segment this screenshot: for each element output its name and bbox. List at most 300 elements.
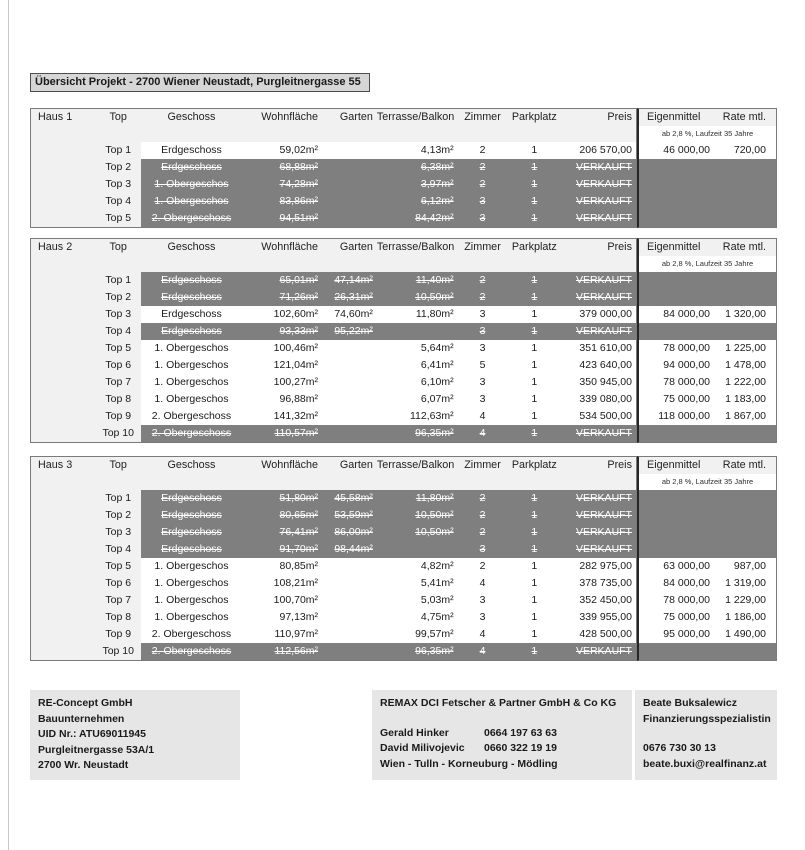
cell-geschoss: 2. Obergeschoss: [141, 210, 243, 227]
table-row: [31, 541, 636, 558]
spacer: [31, 474, 636, 490]
cell-eigenmittel: [639, 643, 712, 660]
cell-terrasse: 3,97m²: [377, 176, 458, 193]
row-spacer: [31, 408, 96, 425]
broker-contact-phone: 0660 322 19 19: [484, 742, 557, 755]
cell-terrasse: 84,42m²: [377, 210, 458, 227]
table-row: [31, 306, 636, 323]
cell-zimmer: 3: [458, 193, 508, 210]
cell-rate: 720,00: [712, 142, 776, 159]
row-spacer: [31, 323, 96, 340]
cell-zimmer: 4: [458, 626, 508, 643]
cell-rate: [712, 425, 776, 442]
cell-preis: 352 450,00: [561, 592, 636, 609]
row-spacer: [31, 425, 96, 442]
column-header-eigenmittel: Eigenmittel: [639, 457, 712, 474]
cell-zimmer: 2: [458, 490, 508, 507]
row-spacer: [31, 357, 96, 374]
column-header-rate: Rate mtl.: [712, 239, 776, 256]
unit-label: Top 4: [96, 323, 141, 340]
table-row: [31, 289, 636, 306]
cell-rate: 1 320,00: [712, 306, 776, 323]
cell-wohnflaeche: 91,70m²: [242, 541, 322, 558]
cell-eigenmittel: 78 000,00: [639, 374, 712, 391]
cell-preis: 339 955,00: [561, 609, 636, 626]
cell-preis: 350 945,00: [561, 374, 636, 391]
cell-zimmer: 4: [458, 643, 508, 660]
column-header-wohnflaeche: Wohnfläche: [242, 457, 322, 474]
cell-parkplatz: 1: [507, 391, 561, 408]
cell-eigenmittel: [639, 272, 712, 289]
financing-table: [637, 238, 777, 443]
cell-geschoss: 1. Obergeschos: [141, 558, 243, 575]
unit-label: Top 2: [96, 289, 141, 306]
cell-geschoss: Erdgeschoss: [141, 142, 243, 159]
cell-geschoss: 2. Obergeschoss: [141, 643, 243, 660]
cell-zimmer: 3: [458, 340, 508, 357]
table-row: [639, 575, 776, 592]
cell-geschoss: Erdgeschoss: [141, 323, 243, 340]
cell-wohnflaeche: 96,88m²: [242, 391, 322, 408]
table-row: [639, 289, 776, 306]
spacer: [31, 256, 636, 272]
cell-preis: VERKAUFT: [561, 210, 636, 227]
table-row: [639, 176, 776, 193]
table-row: [31, 340, 636, 357]
cell-garten: [322, 340, 377, 357]
cell-rate: 1 222,00: [712, 374, 776, 391]
cell-preis: 534 500,00: [561, 408, 636, 425]
main-table: [30, 238, 637, 443]
cell-rate: [712, 323, 776, 340]
unit-label: Top 9: [96, 626, 141, 643]
row-spacer: [31, 507, 96, 524]
cell-terrasse: 96,35m²: [377, 643, 458, 660]
cell-parkplatz: 1: [507, 176, 561, 193]
cell-eigenmittel: 78 000,00: [639, 592, 712, 609]
table-row: [31, 374, 636, 391]
rate-conditions: ab 2,8 %, Laufzeit 35 Jahre: [639, 256, 776, 272]
cell-eigenmittel: 78 000,00: [639, 340, 712, 357]
column-header-garten: Garten: [322, 239, 377, 256]
cell-zimmer: 2: [458, 159, 508, 176]
cell-wohnflaeche: 80,85m²: [242, 558, 322, 575]
cell-geschoss: Erdgeschoss: [141, 159, 243, 176]
column-header-wohnflaeche: Wohnfläche: [242, 109, 322, 126]
cell-zimmer: 2: [458, 176, 508, 193]
page-margin-line: [8, 0, 9, 850]
cell-garten: 98,44m²: [322, 541, 377, 558]
unit-label: Top 8: [96, 391, 141, 408]
column-header-geschoss: Geschoss: [141, 457, 243, 474]
subheader-row: [639, 126, 776, 142]
cell-geschoss: 1. Obergeschos: [141, 357, 243, 374]
table-row: [31, 391, 636, 408]
table-row: [639, 357, 776, 374]
broker-regions: Wien - Tulln - Korneuburg - Mödling: [380, 757, 558, 770]
cell-garten: 86,00m²: [322, 524, 377, 541]
table-row: [639, 210, 776, 227]
column-header-parkplatz: Parkplatz: [507, 457, 561, 474]
cell-rate: 1 478,00: [712, 357, 776, 374]
column-header-top: Top: [96, 457, 141, 474]
cell-geschoss: Erdgeschoss: [141, 306, 243, 323]
cell-wohnflaeche: 100,70m²: [242, 592, 322, 609]
cell-rate: [712, 524, 776, 541]
row-spacer: [31, 272, 96, 289]
table-row: [639, 272, 776, 289]
table-row: [639, 374, 776, 391]
cell-eigenmittel: [639, 323, 712, 340]
builder-info-line: RE-Concept GmbH: [38, 697, 133, 709]
cell-parkplatz: 1: [507, 507, 561, 524]
cell-geschoss: Erdgeschoss: [141, 507, 243, 524]
financing-contact-email: beate.buxi@realfinanz.at: [643, 757, 767, 770]
table-row: [31, 592, 636, 609]
cell-wohnflaeche: 68,88m²: [242, 159, 322, 176]
cell-geschoss: 2. Obergeschoss: [141, 626, 243, 643]
cell-preis: 378 735,00: [561, 575, 636, 592]
cell-rate: [712, 159, 776, 176]
table-row: [31, 626, 636, 643]
table-row: [639, 142, 776, 159]
row-spacer: [31, 306, 96, 323]
cell-geschoss: 2. Obergeschoss: [141, 408, 243, 425]
cell-parkplatz: 1: [507, 609, 561, 626]
table-row: [31, 210, 636, 227]
house-table-haus-2: [30, 238, 777, 443]
unit-label: Top 7: [96, 592, 141, 609]
spacer: [380, 712, 624, 726]
cell-rate: [712, 272, 776, 289]
unit-label: Top 3: [96, 176, 141, 193]
cell-eigenmittel: 75 000,00: [639, 609, 712, 626]
table-row: [639, 490, 776, 507]
cell-eigenmittel: [639, 507, 712, 524]
cell-terrasse: 6,10m²: [377, 374, 458, 391]
cell-parkplatz: 1: [507, 306, 561, 323]
table-row: [639, 643, 776, 660]
cell-wohnflaeche: 80,65m²: [242, 507, 322, 524]
cell-rate: [712, 193, 776, 210]
financing-contact-role: Finanzierungsspezialistin: [643, 712, 771, 725]
cell-garten: 26,31m²: [322, 289, 377, 306]
cell-eigenmittel: 75 000,00: [639, 391, 712, 408]
cell-zimmer: 3: [458, 374, 508, 391]
broker-contact-rows: [380, 726, 624, 757]
table-row: [31, 507, 636, 524]
cell-wohnflaeche: 51,80m²: [242, 490, 322, 507]
cell-geschoss: Erdgeschoss: [141, 524, 243, 541]
unit-label: Top 7: [96, 374, 141, 391]
cell-zimmer: 2: [458, 272, 508, 289]
row-spacer: [31, 592, 96, 609]
cell-parkplatz: 1: [507, 425, 561, 442]
cell-preis: 351 610,00: [561, 340, 636, 357]
table-row: [31, 357, 636, 374]
cell-rate: 1 229,00: [712, 592, 776, 609]
table-row: [31, 524, 636, 541]
cell-rate: 1 319,00: [712, 575, 776, 592]
column-header-eigenmittel: Eigenmittel: [639, 239, 712, 256]
cell-zimmer: 4: [458, 425, 508, 442]
cell-garten: 95,22m²: [322, 323, 377, 340]
table-row: [31, 193, 636, 210]
unit-label: Top 5: [96, 340, 141, 357]
house-table-haus-1: [30, 108, 777, 228]
table-row: [31, 323, 636, 340]
cell-garten: [322, 408, 377, 425]
cell-zimmer: 3: [458, 306, 508, 323]
cell-terrasse: 6,07m²: [377, 391, 458, 408]
column-header-zimmer: Zimmer: [458, 457, 508, 474]
broker-contact-row: [380, 726, 624, 742]
cell-wohnflaeche: 59,02m²: [242, 142, 322, 159]
cell-wohnflaeche: 71,26m²: [242, 289, 322, 306]
column-header-zimmer: Zimmer: [458, 109, 508, 126]
table-row: [639, 306, 776, 323]
table-row: [639, 391, 776, 408]
cell-parkplatz: 1: [507, 193, 561, 210]
cell-eigenmittel: 63 000,00: [639, 558, 712, 575]
cell-garten: [322, 210, 377, 227]
subheader-row: [31, 474, 636, 490]
cell-preis: VERKAUFT: [561, 159, 636, 176]
column-header-garten: Garten: [322, 457, 377, 474]
table-row: [639, 592, 776, 609]
row-spacer: [31, 340, 96, 357]
cell-parkplatz: 1: [507, 626, 561, 643]
column-header-parkplatz: Parkplatz: [507, 109, 561, 126]
table-row: [639, 626, 776, 643]
unit-label: Top 3: [96, 306, 141, 323]
cell-rate: 987,00: [712, 558, 776, 575]
cell-garten: 53,59m²: [322, 507, 377, 524]
cell-wohnflaeche: 102,60m²: [242, 306, 322, 323]
cell-rate: [712, 643, 776, 660]
cell-preis: VERKAUFT: [561, 490, 636, 507]
house-name: Haus 1: [31, 109, 96, 126]
table-row: [31, 176, 636, 193]
row-spacer: [31, 142, 96, 159]
cell-rate: 1 490,00: [712, 626, 776, 643]
cell-rate: [712, 490, 776, 507]
broker-contact-name: David Milivojevic: [380, 742, 465, 755]
builder-info-line: Bauunternehmen: [38, 712, 125, 725]
cell-eigenmittel: [639, 524, 712, 541]
cell-parkplatz: 1: [507, 374, 561, 391]
cell-eigenmittel: 84 000,00: [639, 306, 712, 323]
row-spacer: [31, 609, 96, 626]
cell-terrasse: 11,40m²: [377, 272, 458, 289]
cell-parkplatz: 1: [507, 289, 561, 306]
cell-garten: [322, 374, 377, 391]
column-header-zimmer: Zimmer: [458, 239, 508, 256]
cell-wohnflaeche: 100,27m²: [242, 374, 322, 391]
cell-wohnflaeche: 112,56m²: [242, 643, 322, 660]
cell-terrasse: 96,35m²: [377, 425, 458, 442]
financing-contact-name: Beate Buksalewicz: [643, 697, 737, 709]
column-header-terrasse: Terrasse/Balkon: [377, 109, 458, 126]
cell-eigenmittel: [639, 490, 712, 507]
cell-parkplatz: 1: [507, 643, 561, 660]
cell-zimmer: 2: [458, 289, 508, 306]
builder-info-line: UID Nr.: ATU69011945: [38, 728, 146, 741]
cell-zimmer: 4: [458, 408, 508, 425]
table-row: [31, 609, 636, 626]
cell-terrasse: 10,50m²: [377, 524, 458, 541]
cell-preis: 339 080,00: [561, 391, 636, 408]
rate-conditions: ab 2,8 %, Laufzeit 35 Jahre: [639, 126, 776, 142]
main-table: [30, 108, 637, 228]
table-row: [31, 490, 636, 507]
table-row: [639, 340, 776, 357]
table-row: [639, 609, 776, 626]
broker-contact-block: [372, 690, 632, 780]
unit-label: Top 2: [96, 507, 141, 524]
cell-parkplatz: 1: [507, 323, 561, 340]
cell-wohnflaeche: 74,28m²: [242, 176, 322, 193]
cell-zimmer: 3: [458, 210, 508, 227]
cell-preis: VERKAUFT: [561, 323, 636, 340]
builder-info-line: 2700 Wr. Neustadt: [38, 759, 129, 772]
cell-terrasse: 99,57m²: [377, 626, 458, 643]
cell-parkplatz: 1: [507, 575, 561, 592]
header-row: [639, 109, 776, 126]
cell-eigenmittel: [639, 289, 712, 306]
row-spacer: [31, 210, 96, 227]
cell-parkplatz: 1: [507, 159, 561, 176]
cell-preis: 428 500,00: [561, 626, 636, 643]
cell-terrasse: 4,13m²: [377, 142, 458, 159]
house-name: Haus 3: [31, 457, 96, 474]
cell-terrasse: 10,50m²: [377, 289, 458, 306]
cell-wohnflaeche: 100,46m²: [242, 340, 322, 357]
cell-parkplatz: 1: [507, 541, 561, 558]
financing-table: [637, 456, 777, 661]
cell-zimmer: 2: [458, 558, 508, 575]
cell-parkplatz: 1: [507, 408, 561, 425]
table-row: [31, 643, 636, 660]
table-row: [639, 524, 776, 541]
cell-eigenmittel: 84 000,00: [639, 575, 712, 592]
column-header-rate: Rate mtl.: [712, 109, 776, 126]
table-row: [639, 558, 776, 575]
document-page: [30, 72, 777, 661]
unit-label: Top 2: [96, 159, 141, 176]
cell-zimmer: 3: [458, 541, 508, 558]
header-row: [639, 457, 776, 474]
cell-garten: [322, 558, 377, 575]
column-header-garten: Garten: [322, 109, 377, 126]
builder-contact-block: [30, 690, 240, 780]
cell-rate: [712, 541, 776, 558]
table-row: [639, 159, 776, 176]
cell-preis: VERKAUFT: [561, 425, 636, 442]
column-header-top: Top: [96, 109, 141, 126]
table-row: [31, 575, 636, 592]
subheader-row: [639, 256, 776, 272]
unit-label: Top 4: [96, 193, 141, 210]
cell-eigenmittel: [639, 193, 712, 210]
cell-terrasse: 10,50m²: [377, 507, 458, 524]
cell-rate: [712, 507, 776, 524]
table-row: [639, 408, 776, 425]
table-row: [31, 272, 636, 289]
table-row: [639, 323, 776, 340]
cell-zimmer: 2: [458, 524, 508, 541]
unit-label: Top 1: [96, 142, 141, 159]
column-header-preis: Preis: [561, 109, 636, 126]
cell-garten: [322, 391, 377, 408]
table-row: [31, 142, 636, 159]
cell-geschoss: 1. Obergeschos: [141, 374, 243, 391]
header-row: [31, 109, 636, 126]
unit-label: Top 5: [96, 558, 141, 575]
cell-eigenmittel: [639, 159, 712, 176]
cell-wohnflaeche: 94,51m²: [242, 210, 322, 227]
cell-geschoss: 1. Obergeschos: [141, 609, 243, 626]
cell-wohnflaeche: 121,04m²: [242, 357, 322, 374]
cell-preis: VERKAUFT: [561, 193, 636, 210]
cell-parkplatz: 1: [507, 490, 561, 507]
cell-zimmer: 3: [458, 609, 508, 626]
cell-garten: [322, 159, 377, 176]
column-header-top: Top: [96, 239, 141, 256]
footer: [30, 690, 777, 780]
cell-eigenmittel: [639, 541, 712, 558]
cell-terrasse: 4,82m²: [377, 558, 458, 575]
cell-wohnflaeche: 141,32m²: [242, 408, 322, 425]
cell-parkplatz: 1: [507, 592, 561, 609]
cell-terrasse: 4,75m²: [377, 609, 458, 626]
cell-terrasse: [377, 323, 458, 340]
row-spacer: [31, 626, 96, 643]
spacer: [643, 727, 769, 741]
financing-contact-block: [635, 690, 777, 780]
cell-preis: VERKAUFT: [561, 541, 636, 558]
cell-geschoss: 1. Obergeschos: [141, 391, 243, 408]
row-spacer: [31, 524, 96, 541]
cell-eigenmittel: [639, 176, 712, 193]
cell-eigenmittel: 94 000,00: [639, 357, 712, 374]
cell-eigenmittel: [639, 425, 712, 442]
cell-preis: VERKAUFT: [561, 524, 636, 541]
cell-preis: VERKAUFT: [561, 272, 636, 289]
cell-zimmer: 2: [458, 507, 508, 524]
cell-parkplatz: 1: [507, 340, 561, 357]
subheader-row: [31, 256, 636, 272]
row-spacer: [31, 541, 96, 558]
cell-zimmer: 2: [458, 142, 508, 159]
cell-wohnflaeche: 110,97m²: [242, 626, 322, 643]
cell-garten: [322, 142, 377, 159]
column-header-wohnflaeche: Wohnfläche: [242, 239, 322, 256]
unit-label: Top 1: [96, 272, 141, 289]
cell-geschoss: 1. Obergeschos: [141, 176, 243, 193]
cell-terrasse: 6,41m²: [377, 357, 458, 374]
cell-terrasse: 5,03m²: [377, 592, 458, 609]
unit-label: Top 1: [96, 490, 141, 507]
cell-garten: [322, 626, 377, 643]
column-header-terrasse: Terrasse/Balkon: [377, 239, 458, 256]
cell-parkplatz: 1: [507, 357, 561, 374]
cell-wohnflaeche: 83,86m²: [242, 193, 322, 210]
row-spacer: [31, 490, 96, 507]
cell-terrasse: [377, 541, 458, 558]
cell-preis: VERKAUFT: [561, 289, 636, 306]
table-row: [31, 408, 636, 425]
